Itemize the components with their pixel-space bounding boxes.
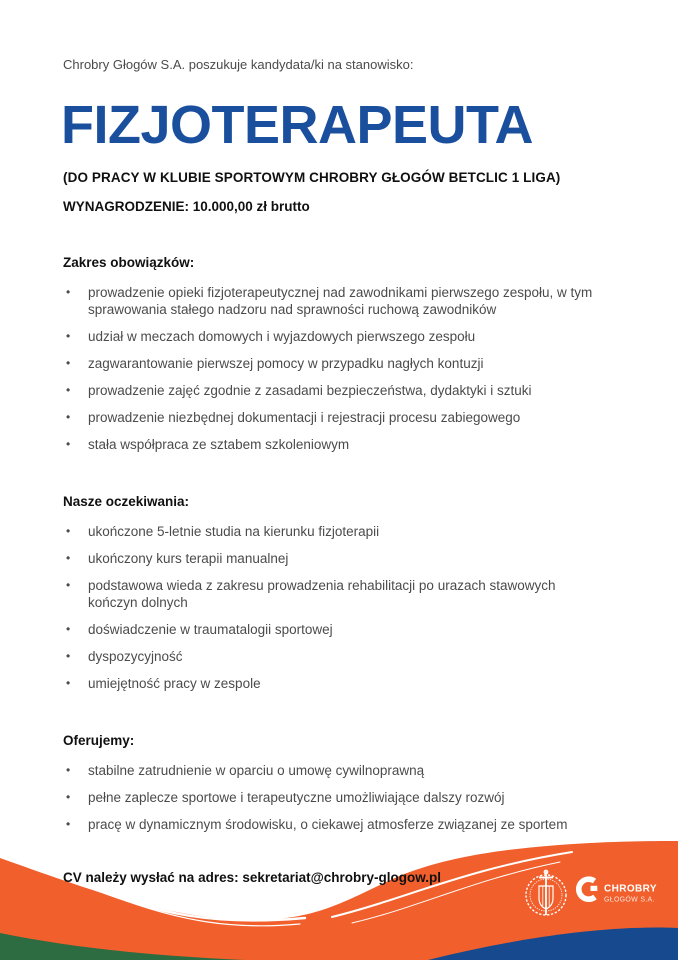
list-item: • pracę w dynamicznym środowisku, o ciekawej atmosferze związanej ze sportem xyxy=(63,817,593,834)
list-item: • prowadzenie zajęć zgodnie z zasadami bezpieczeństwa, dydaktyki i sztuki xyxy=(63,383,593,400)
list-item: • pełne zaplecze sportowe i terapeutyczne umożliwiające dalszy rozwój xyxy=(63,790,593,807)
list-item: • stabilne zatrudnienie w oparciu o umowę cywilnoprawną xyxy=(63,763,593,780)
cv-contact-line: CV należy wysłać na adres: sekretariat@chrobry-glogow.pl xyxy=(63,869,442,885)
section-heading: Zakres obowiązków: xyxy=(63,255,195,270)
subtitle-club-info: (DO PRACY W KLUBIE SPORTOWYM CHROBRY GŁOGÓW BETCLIC 1 LIGA) xyxy=(63,170,561,185)
section-heading: Nasze oczekiwania: xyxy=(63,494,190,509)
list-item: • doświadczenie w traumatalogii sportowej xyxy=(63,622,593,639)
section-offer xyxy=(63,733,618,834)
list-item: • stała współpraca ze sztabem szkoleniowym xyxy=(63,437,593,454)
list-item: • ukończony kurs terapii manualnej xyxy=(63,551,593,568)
list-item: • dyspozycyjność xyxy=(63,649,593,666)
list-item: • prowadzenie niezbędnej dokumentacji i rejestracji procesu zabiegowego xyxy=(63,410,593,427)
expectations-list xyxy=(63,524,593,692)
intro-line: Chrobry Głogów S.A. poszukuje kandydata/ki na stanowisko: xyxy=(63,57,414,72)
brand-name: CHROBRY xyxy=(604,883,657,895)
list-item: • zagwarantowanie pierwszej pomocy w przypadku nagłych kontuzji xyxy=(63,356,593,373)
page-title: FIZJOTERAPEUTA xyxy=(61,95,534,155)
section-expectations xyxy=(63,494,618,692)
list-item: • ukończone 5-letnie studia na kierunku fizjoterapii xyxy=(63,524,593,541)
list-item: • prowadzenie opieki fizjoterapeutycznej nad zawodnikami pierwszego zespołu, w tym sprawowania stałego nadzoru nad sprawności ruchową zawodników xyxy=(63,285,593,318)
offer-list xyxy=(63,763,593,834)
section-duties xyxy=(63,255,618,453)
duties-list xyxy=(63,285,593,453)
section-heading: Oferujemy: xyxy=(63,733,135,748)
list-item: • udział w meczach domowych i wyjazdowych pierwszego zespołu xyxy=(63,329,593,346)
list-item: • umiejętność pracy w zespole xyxy=(63,676,593,693)
brand-subname: GŁOGÓW S.A. xyxy=(604,896,655,904)
list-item: • podstawowa wieda z zakresu prowadzenia rehabilitacji po urazach stawowych kończyn dolnych xyxy=(63,578,593,611)
salary-line: WYNAGRODZENIE: 10.000,00 zł brutto xyxy=(63,199,310,214)
